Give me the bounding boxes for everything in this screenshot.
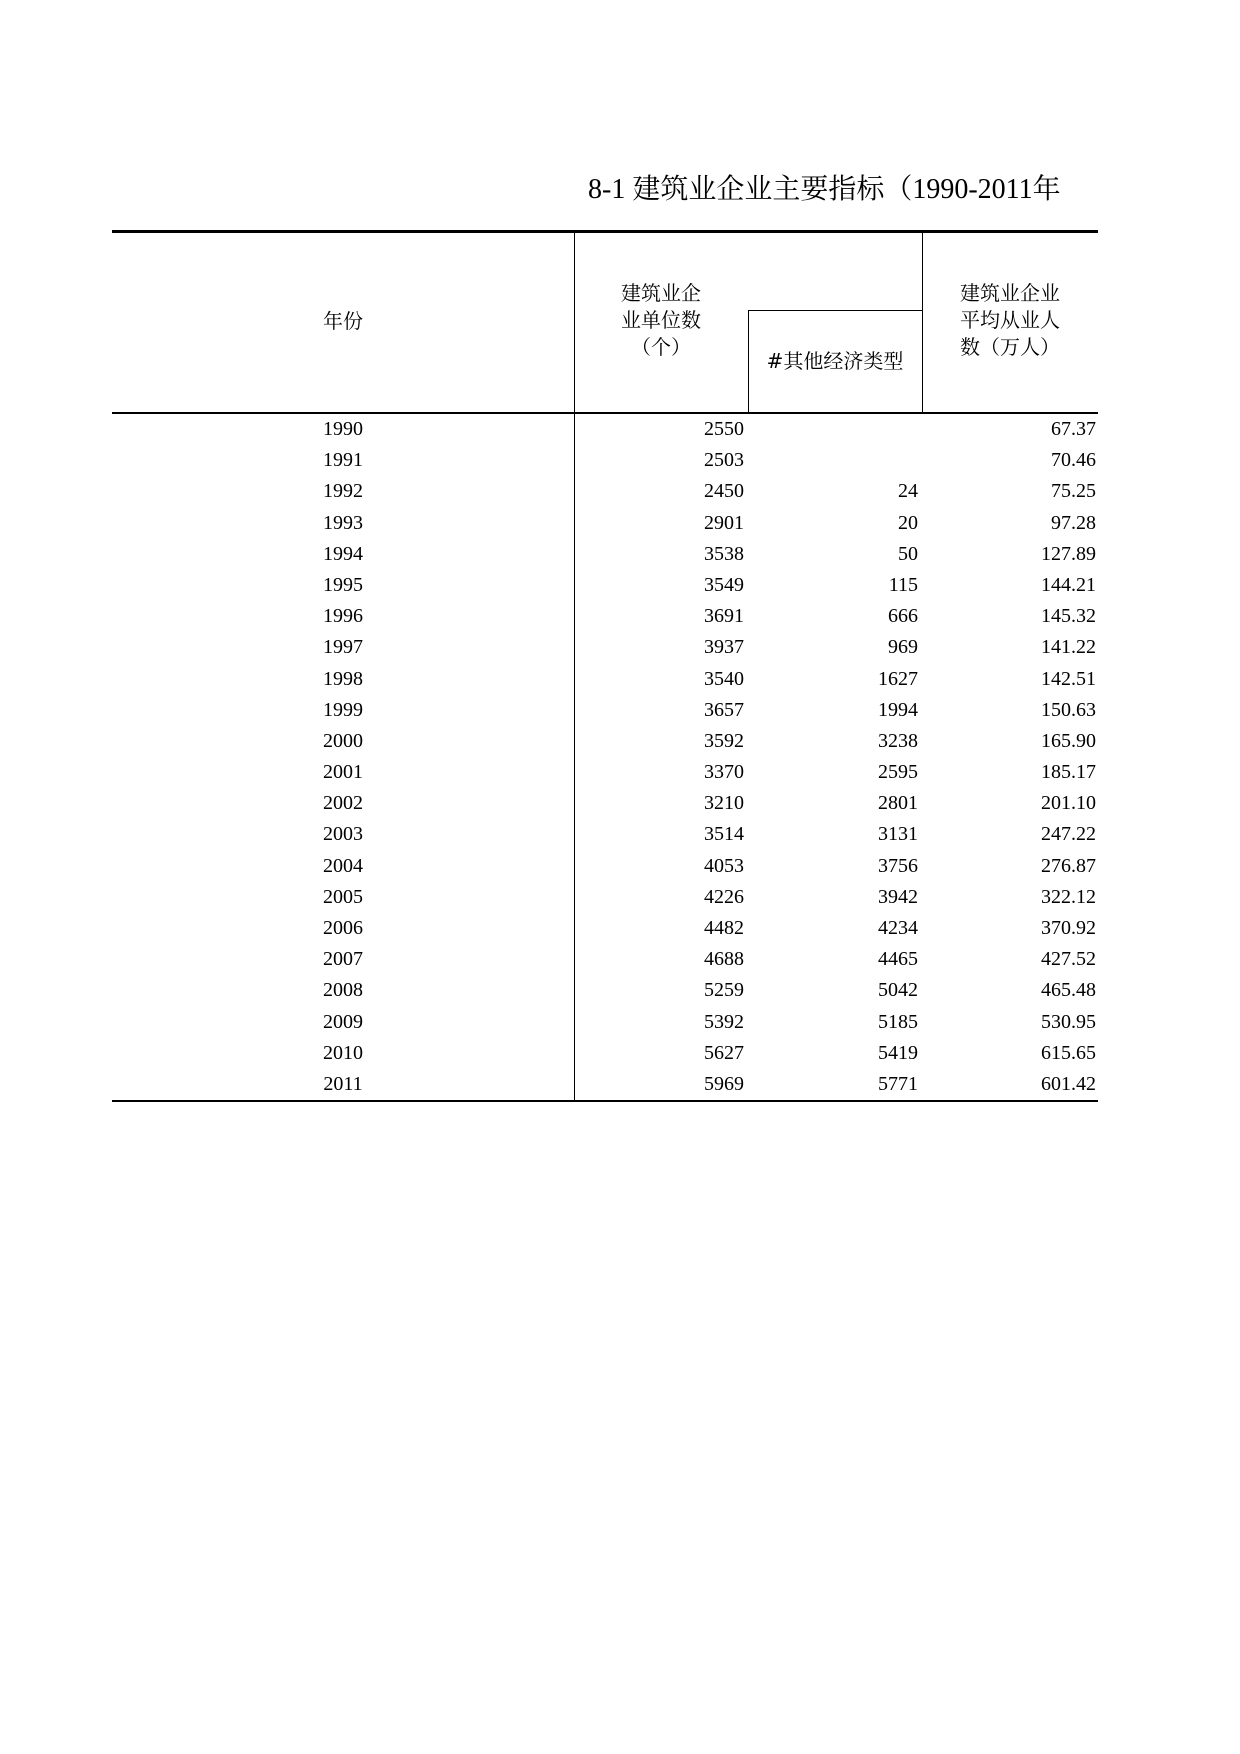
employees-cell: 427.52 xyxy=(1041,948,1096,971)
employees-cell: 145.32 xyxy=(1041,605,1096,628)
year-cell: 2006 xyxy=(323,917,363,939)
header-units xyxy=(574,280,748,361)
header-employees-line2: 平均从业人 xyxy=(960,308,1060,332)
year-cell: 2007 xyxy=(323,948,363,971)
units-cell: 5627 xyxy=(704,1041,744,1064)
units-cell: 3657 xyxy=(704,698,744,721)
table-row xyxy=(112,476,1098,507)
other-type-cell: 2801 xyxy=(878,792,918,815)
header-units-line1: 建筑业企 xyxy=(621,281,701,305)
table-row xyxy=(112,1038,1098,1069)
table-row xyxy=(112,695,1098,726)
other-type-cell: 3756 xyxy=(878,854,918,877)
employees-cell: 127.89 xyxy=(1041,542,1096,565)
table-row xyxy=(112,445,1098,476)
table-row xyxy=(112,601,1098,632)
units-cell: 3540 xyxy=(704,667,744,690)
employees-cell: 75.25 xyxy=(1051,480,1096,503)
header-employees xyxy=(922,280,1098,361)
employees-cell: 185.17 xyxy=(1041,761,1096,784)
year-cell: 2000 xyxy=(323,729,363,752)
table-row xyxy=(112,788,1098,819)
units-cell: 3549 xyxy=(704,573,744,596)
other-type-cell: 4234 xyxy=(878,917,918,939)
table-row xyxy=(112,882,1098,913)
units-cell: 2450 xyxy=(704,480,744,503)
table-row xyxy=(112,570,1098,601)
employees-cell: 165.90 xyxy=(1041,729,1096,752)
units-cell: 3210 xyxy=(704,792,744,815)
year-cell: 1990 xyxy=(323,418,363,440)
header-year: 年份 xyxy=(323,309,363,333)
other-type-cell: 115 xyxy=(888,573,918,596)
employees-cell: 370.92 xyxy=(1041,917,1096,939)
table-bottom-rule xyxy=(112,1100,1098,1102)
other-type-cell: 24 xyxy=(898,480,918,503)
table-row xyxy=(112,414,1098,445)
other-type-cell: 666 xyxy=(888,605,918,628)
units-cell: 4053 xyxy=(704,854,744,877)
units-cell: 5969 xyxy=(704,1072,744,1095)
table-row xyxy=(112,1069,1098,1100)
page-title: 8-1 建筑业企业主要指标（1990-2011年 xyxy=(588,174,1061,205)
employees-cell: 465.48 xyxy=(1041,979,1096,1002)
year-cell: 1992 xyxy=(323,480,363,503)
year-cell: 1994 xyxy=(323,542,363,565)
units-cell: 2901 xyxy=(704,511,744,534)
table-row xyxy=(112,819,1098,850)
other-type-cell: 2595 xyxy=(878,761,918,784)
units-cell: 3592 xyxy=(704,729,744,752)
year-cell: 1999 xyxy=(323,698,363,721)
table-body xyxy=(112,414,1098,1100)
employees-cell: 97.28 xyxy=(1051,511,1096,534)
employees-cell: 70.46 xyxy=(1051,449,1096,472)
year-cell: 1996 xyxy=(323,605,363,628)
other-type-cell: 1994 xyxy=(878,698,918,721)
other-type-cell: 5771 xyxy=(878,1072,918,1095)
year-cell: 1993 xyxy=(323,511,363,534)
table-row xyxy=(112,539,1098,570)
table-row xyxy=(112,975,1098,1006)
employees-cell: 322.12 xyxy=(1041,885,1096,908)
units-cell: 4482 xyxy=(704,917,744,939)
employees-cell: 247.22 xyxy=(1041,823,1096,846)
table-row xyxy=(112,632,1098,663)
other-type-cell: 3131 xyxy=(878,823,918,846)
employees-cell: 201.10 xyxy=(1041,792,1096,815)
year-cell: 1995 xyxy=(323,573,363,596)
units-cell: 3538 xyxy=(704,542,744,565)
other-type-cell: 969 xyxy=(888,636,918,659)
other-type-cell: 50 xyxy=(898,542,918,565)
employees-cell: 144.21 xyxy=(1041,573,1096,596)
other-type-cell: 3238 xyxy=(878,729,918,752)
other-type-cell: 5042 xyxy=(878,979,918,1002)
table-row xyxy=(112,508,1098,539)
header-employees-line1: 建筑业企业 xyxy=(960,281,1060,305)
employees-cell: 67.37 xyxy=(1051,418,1096,440)
table-row xyxy=(112,757,1098,788)
units-cell: 3691 xyxy=(704,605,744,628)
year-cell: 1998 xyxy=(323,667,363,690)
year-cell: 2011 xyxy=(323,1072,363,1095)
units-cell: 4226 xyxy=(704,885,744,908)
other-type-cell: 1627 xyxy=(878,667,918,690)
employees-cell: 142.51 xyxy=(1041,667,1096,690)
units-cell: 3370 xyxy=(704,761,744,784)
other-type-cell: 20 xyxy=(898,511,918,534)
employees-cell: 530.95 xyxy=(1041,1010,1096,1033)
table-row xyxy=(112,664,1098,695)
year-cell: 2004 xyxy=(323,854,363,877)
year-cell: 2005 xyxy=(323,885,363,908)
year-cell: 1991 xyxy=(323,449,363,472)
table-row xyxy=(112,1007,1098,1038)
units-cell: 5392 xyxy=(704,1010,744,1033)
header-units-line3: （个） xyxy=(631,335,691,359)
other-type-cell: 5185 xyxy=(878,1010,918,1033)
units-cell: 2503 xyxy=(704,449,744,472)
year-cell: 2003 xyxy=(323,823,363,846)
year-cell: 2009 xyxy=(323,1010,363,1033)
subheader-rule xyxy=(748,310,923,311)
employees-cell: 276.87 xyxy=(1041,854,1096,877)
header-other: #其他经济类型 xyxy=(766,349,904,373)
units-cell: 3514 xyxy=(704,823,744,846)
employees-cell: 150.63 xyxy=(1041,698,1096,721)
other-type-cell: 4465 xyxy=(878,948,918,971)
employees-cell: 615.65 xyxy=(1041,1041,1096,1064)
units-cell: 5259 xyxy=(704,979,744,1002)
units-cell: 4688 xyxy=(704,948,744,971)
year-cell: 2010 xyxy=(323,1041,363,1064)
table-row xyxy=(112,944,1098,975)
table-top-rule xyxy=(112,230,1098,233)
year-cell: 1997 xyxy=(323,636,363,659)
data-table xyxy=(112,230,1098,1102)
year-cell: 2008 xyxy=(323,979,363,1002)
units-cell: 3937 xyxy=(704,636,744,659)
header-employees-line3: 数（万人） xyxy=(960,335,1060,359)
other-type-cell: 5419 xyxy=(878,1041,918,1064)
year-cell: 2002 xyxy=(323,792,363,815)
other-type-cell: 3942 xyxy=(878,885,918,908)
employees-cell: 601.42 xyxy=(1041,1072,1096,1095)
header-units-line2: 业单位数 xyxy=(621,308,701,332)
table-row xyxy=(112,851,1098,882)
units-cell: 2550 xyxy=(704,418,744,440)
employees-cell: 141.22 xyxy=(1041,636,1096,659)
table-row xyxy=(112,913,1098,944)
year-cell: 2001 xyxy=(323,761,363,784)
table-row xyxy=(112,726,1098,757)
